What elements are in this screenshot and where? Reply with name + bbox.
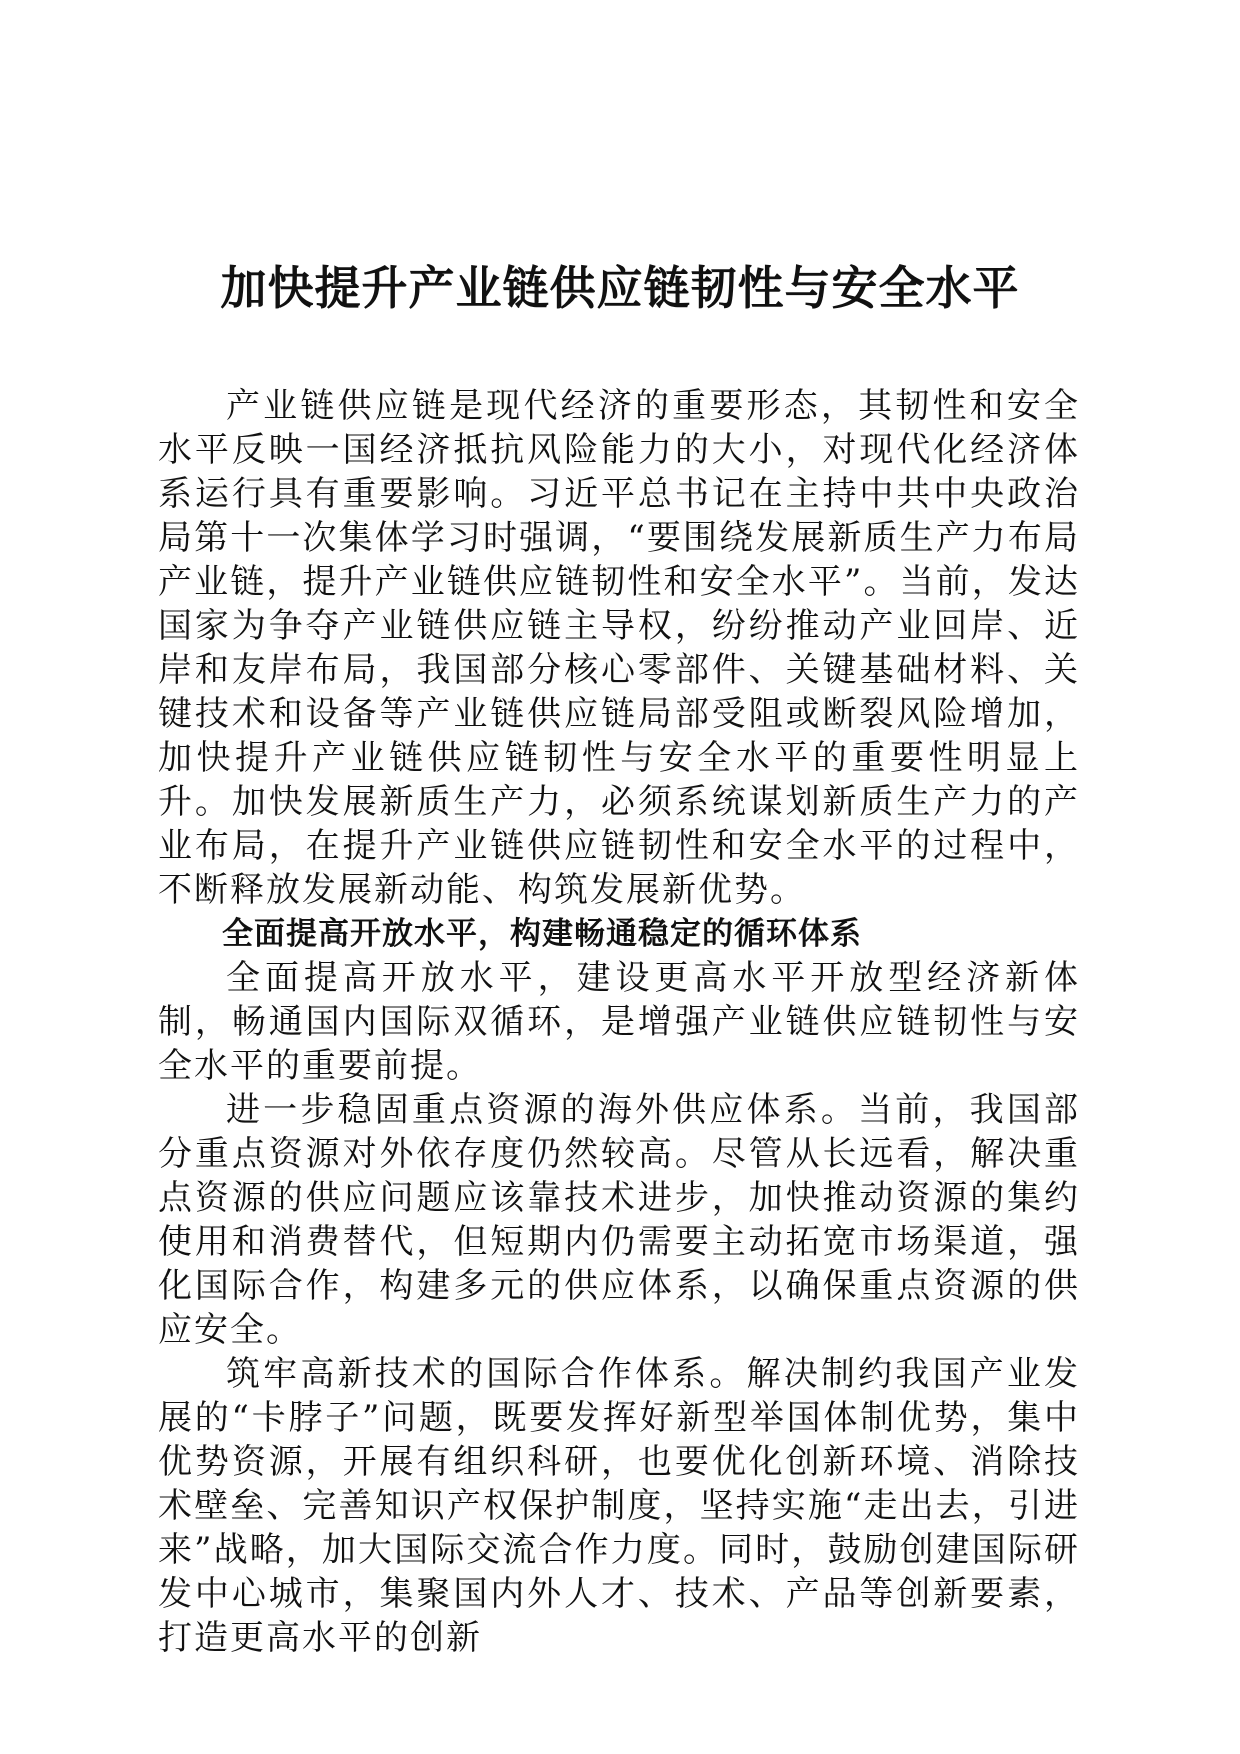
document-title: 加快提升产业链供应链韧性与安全水平: [220, 261, 1020, 315]
section-paragraph-1: 全面提高开放水平，建设更高水平开放型经济新体制，畅通国内国际双循环，是增强产业链供应链韧性与安全水平的重要前提。: [158, 958, 1080, 1086]
section-heading: 全面提高开放水平，构建畅通稳定的循环体系: [222, 916, 862, 952]
intro-paragraph: 产业链供应链是现代经济的重要形态，其韧性和安全水平反映一国经济抵抗风险能力的大小，对现代化经济体系运行具有重要影响。习近平总书记在主持中共中央政治局第十一次集体学习时强调，“要围绕发展新质生产力布局产业链，提升产业链供应链韧性和安全水平”。当前，发达国家为争夺产业链供应链主导权，纷纷推动产业回岸、近岸和友岸布局，我国部分核心零部件、关键基础材料、关键技术和设备等产业链供应链局部受阻或断裂风险增加，加快提升产业链供应链韧性与安全水平的重要性明显上升。加快发展新质生产力，必须系统谋划新质生产力的产业布局，在提升产业链供应链韧性和安全水平的过程中，不断释放发展新动能、构筑发展新优势。: [158, 386, 1080, 910]
document-body: [158, 384, 1080, 1660]
section-paragraph-2: 进一步稳固重点资源的海外供应体系。当前，我国部分重点资源对外依存度仍然较高。尽管从长远看，解决重点资源的供应问题应该靠技术进步，加快推动资源的集约使用和消费替代，但短期内仍需要主动拓宽市场渠道，强化国际合作，构建多元的供应体系，以确保重点资源的供应安全。: [158, 1090, 1080, 1350]
section-paragraph-3: 筑牢高新技术的国际合作体系。解决制约我国产业发展的“卡脖子”问题，既要发挥好新型举国体制优势，集中优势资源，开展有组织科研，也要优化创新环境、消除技术壁垒、完善知识产权保护制度，坚持实施“走出去，引进来”战略，加大国际交流合作力度。同时，鼓励创建国际研发中心城市，集聚国内外人才、技术、产品等创新要素，打造更高水平的创新: [158, 1354, 1080, 1658]
